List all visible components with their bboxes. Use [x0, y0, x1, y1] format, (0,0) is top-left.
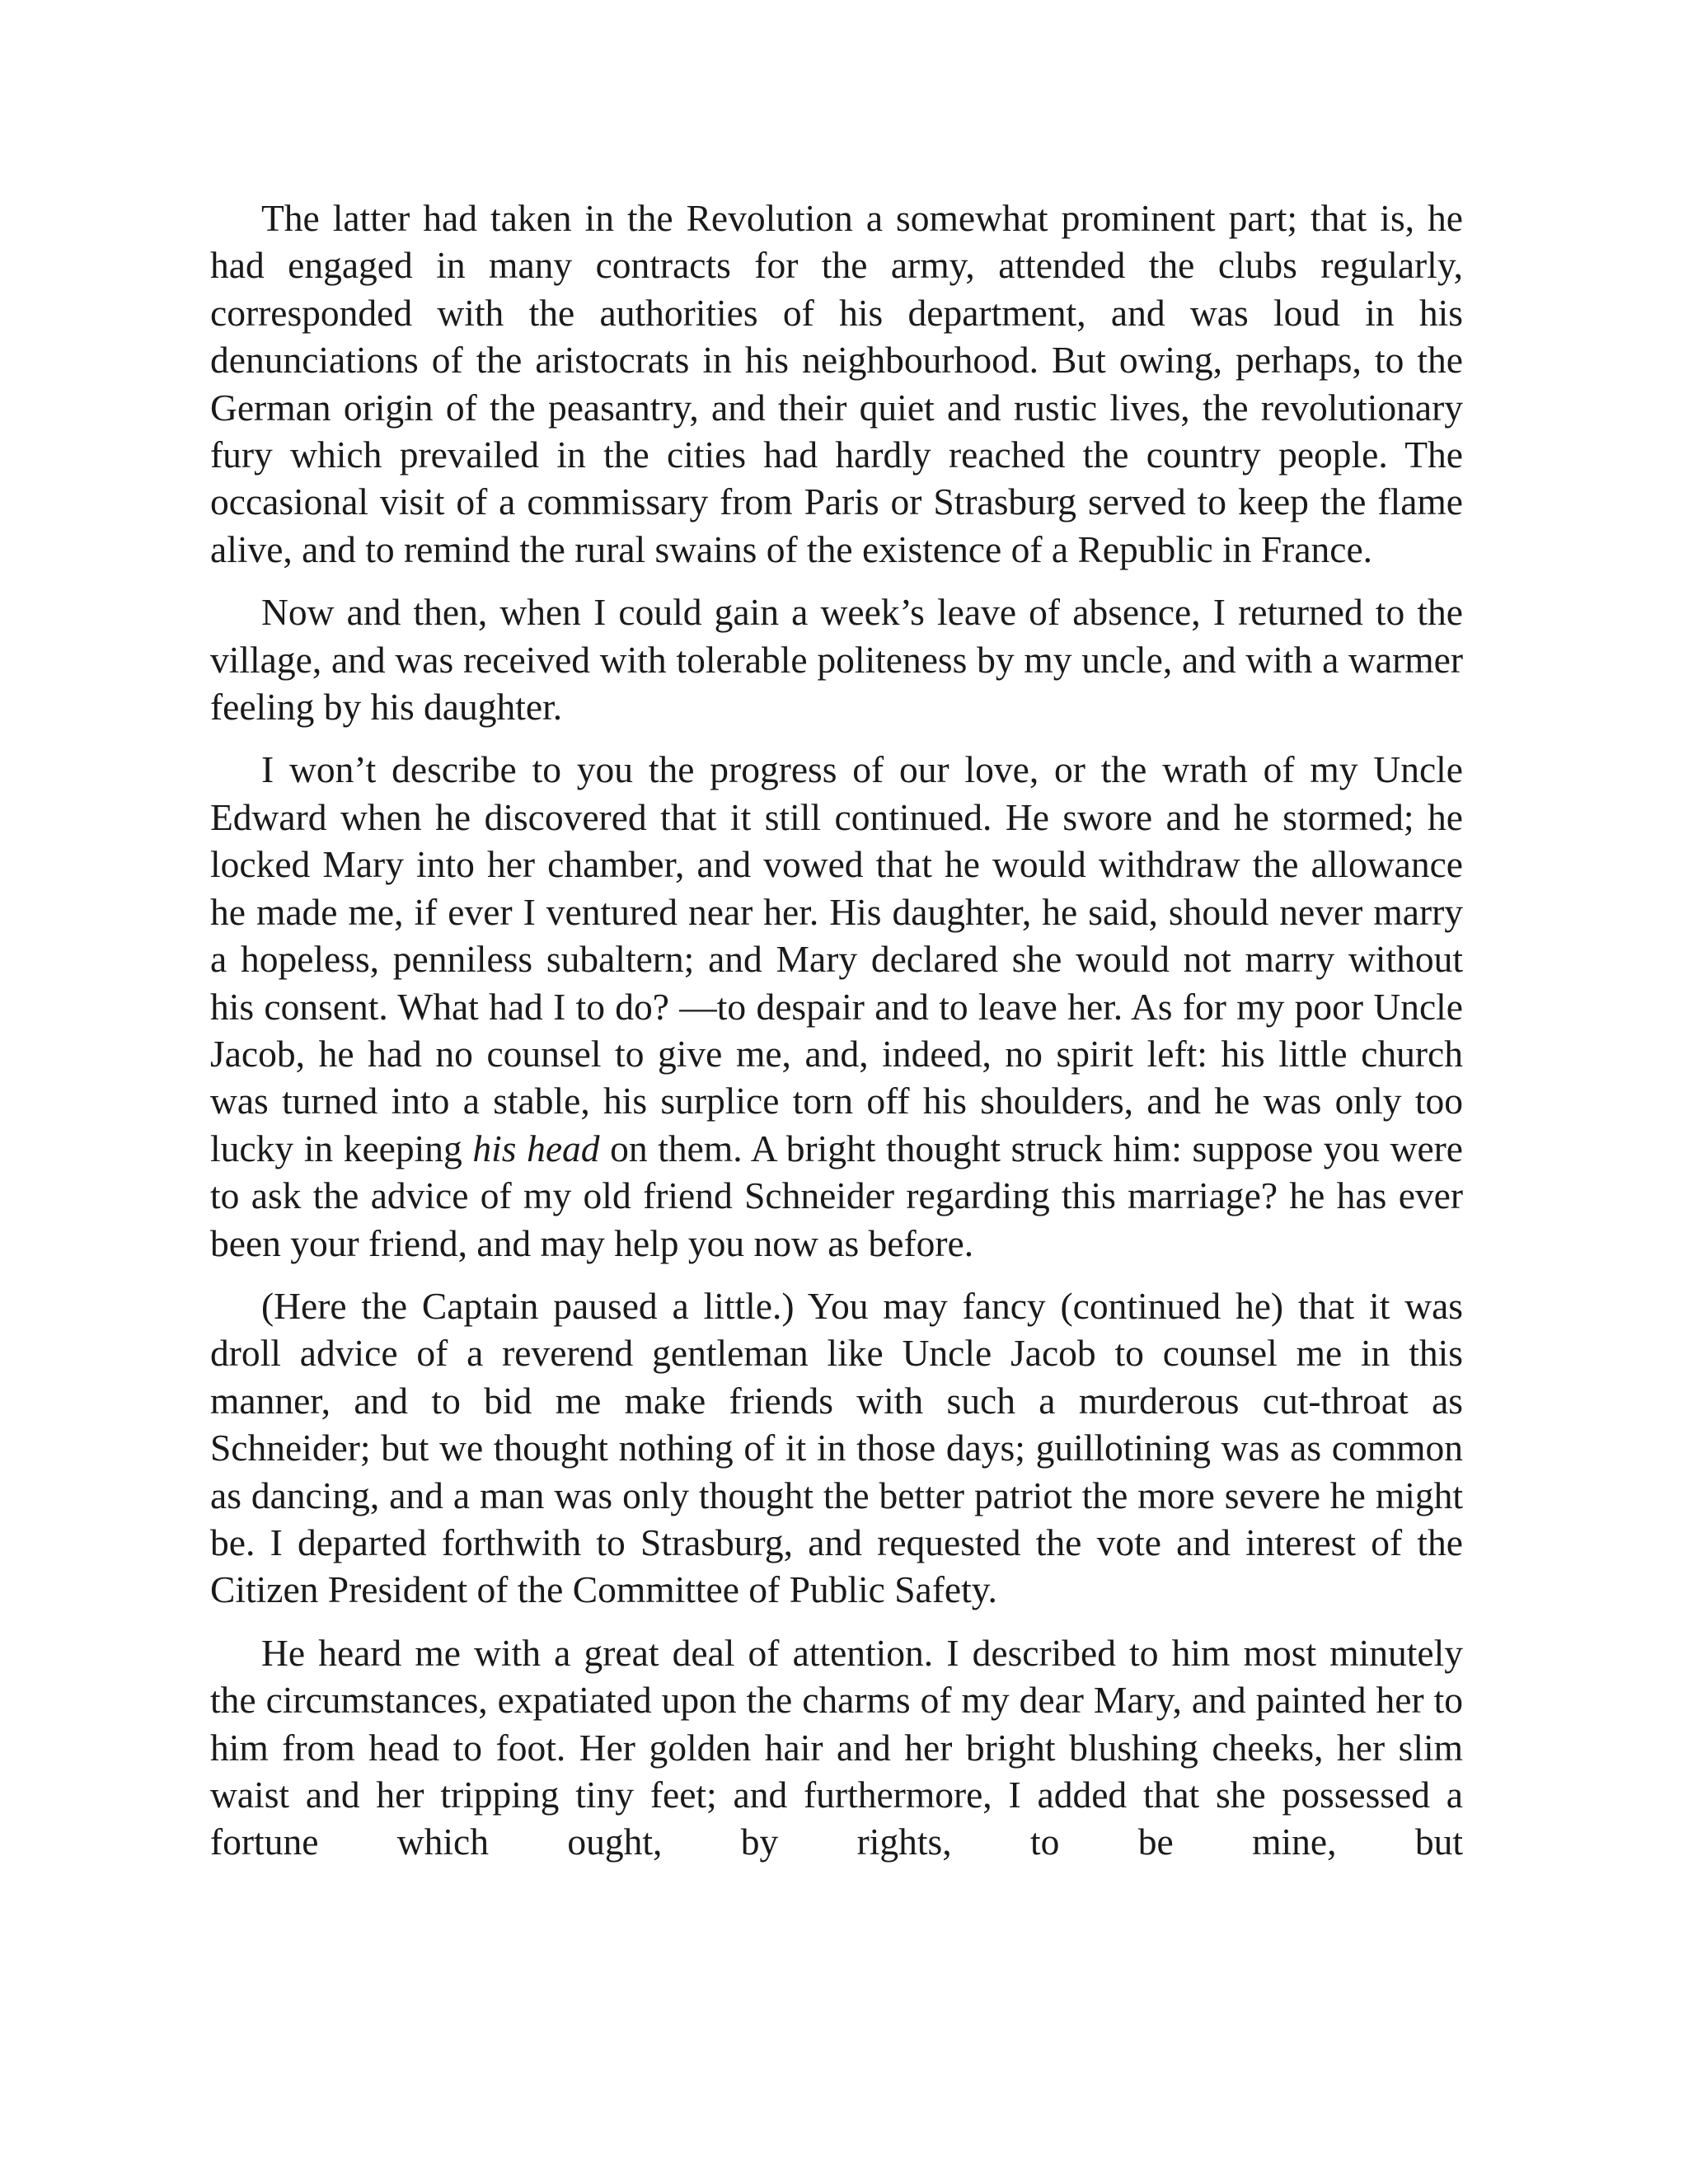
italic-phrase: his head: [472, 1127, 600, 1169]
paragraph-leave-of-absence: Now and then, when I could gain a week’s leave of absence, I returned to the village, and was received with tolerable politeness by my uncle, and with a warmer feeling by his daughter.: [210, 591, 1463, 729]
paragraph-revolution: The latter had taken in the Revolution a somewhat prominent part; that is, he had engaged in many contracts for the army, attended the clubs regularly, corresponded with the authorities of his department, and was loud in his denunciations of the aristocrats in his neighbourhood. But owing, perhaps, to the German origin of the peasantry, and their quiet and rustic lives, the revolutionary fury which prevailed in the cities had hardly reached the country people. The occasional visit of a commissary from Paris or Strasburg served to keep the flame alive, and to remind the rural swains of the existence of a Republic in France.: [210, 197, 1463, 570]
paragraph-heard-me: He heard me with a great deal of attention. I described to him most minutely the circumstances, expatiated upon the charms of my dear Mary, and painted her to him from head to foot. Her golden hair and her bright blushing cheeks, her slim waist and her tripping tiny feet; and furthermore, I added that she possessed a fortune which ought, by rights, to be mine, but: [210, 1631, 1463, 1863]
paragraph-captain-paused: (Here the Captain paused a little.) You may fancy (continued he) that it was droll advice of a reverend gentleman like Uncle Jacob to counsel me in this manner, and to bid me make friends with such a murderous cut-throat as Schneider; but we thought nothing of it in those days; guillotining was as common as dancing, and a man was only thought the better patriot the more severe he might be. I departed forthwith to Strasburg, and requested the vote and interest of the Citizen President of the Committee of Public Safety.: [210, 1284, 1463, 1611]
paragraph-uncle-edward: [210, 746, 1463, 1266]
paragraph-uncle-edward-text-after: on them. A bright thought struck him: suppose you were to ask the advice of my old friend Schneider regarding this marriage? he has ever been your friend, and may help you now as before.: [210, 1127, 1464, 1264]
paragraph-uncle-edward-text-before: I won’t describe to you the progress of our love, or the wrath of my Uncle Edward when he discovered that it still continued. He swore and he stormed; he locked Mary into her chamber, and vowed that he would withdraw the allowance he made me, if ever I ventured near her. His daughter, he said, should never marry a hopeless, penniless subaltern; and Mary declared she would not marry without his consent. What had I to do? —to despair and to leave her. As for my poor Uncle Jacob, he had no counsel to give me, and, indeed, no spirit left: his little church was turned into a stable, his surplice torn off his shoulders, and he was only too lucky in keeping: [210, 748, 1463, 1169]
page-text-body: [210, 194, 1463, 1866]
